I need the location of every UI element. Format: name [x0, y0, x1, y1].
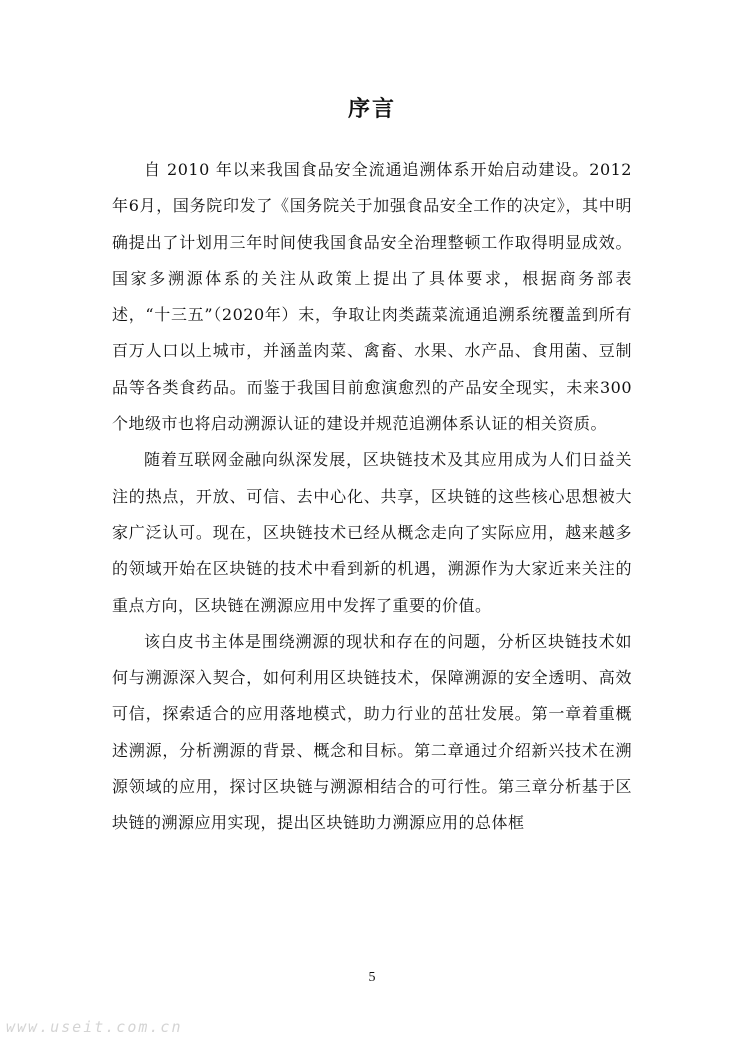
page-title: 序言	[347, 97, 396, 122]
paragraph-3: 该白皮书主体是围绕溯源的现状和存在的问题，分析区块链技术如何与溯源深入契合，如何利用区块链技术，保障溯源的安全透明、高效可信，探索适合的应用落地模式，助力行业的茁壮发展。第一章着重概述溯源，分析溯源的背景、概念和目标。第二章通过介绍新兴技术在溯源领域的应用，探讨区块链与溯源相结合的可行性。第三章分析基于区块链的溯源应用实现，提出区块链助力溯源应用的总体框	[112, 631, 632, 833]
page-number: 5	[368, 970, 376, 985]
watermark: www.useit.com.cn	[6, 1018, 183, 1036]
paragraph-1: 自 2010 年以来我国食品安全流通追溯体系开始启动建设。2012年6月，国务院印发了《国务院关于加强食品安全工作的决定》，其中明确提出了计划用三年时间使我国食品安全治理整顿工作取得明显成效。国家多溯源体系的关注从政策上提出了具体要求，根据商务部表述，“十三五”（2020年）末，争取让肉类蔬菜流通追溯系统覆盖到所有百万人口以上城市，并涵盖肉菜、禽畜、水果、水产品、食用菌、豆制品等各类食药品。而鉴于我国目前愈演愈烈的产品安全现实，未来300个地级市也将启动溯源认证的建设并规范追溯体系认证的相关资质。	[112, 160, 632, 434]
paragraph-2: 随着互联网金融向纵深发展，区块链技术及其应用成为人们日益关注的热点，开放、可信、去中心化、共享，区块链的这些核心思想被大家广泛认可。现在，区块链技术已经从概念走向了实际应用，越来越多的领域开始在区块链的技术中看到新的机遇，溯源作为大家近来关注的重点方向，区块链在溯源应用中发挥了重要的价值。	[112, 450, 632, 615]
body-text	[112, 152, 632, 842]
